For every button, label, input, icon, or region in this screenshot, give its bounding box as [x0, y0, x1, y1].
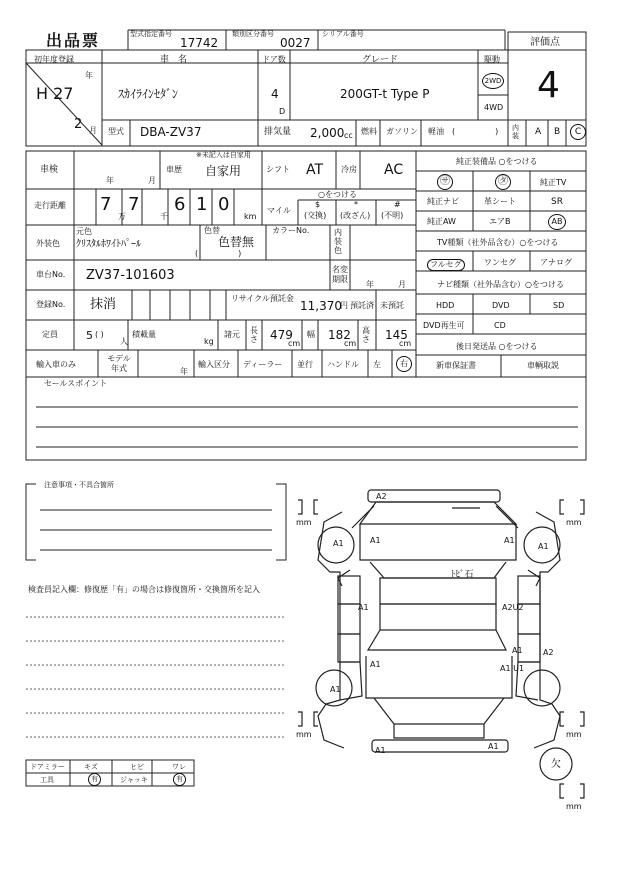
inspector-label: 検査員記入欄：修復歴「有」の場合は修復箇所・交換箇所を記入	[28, 585, 260, 594]
first-reg-month: 2	[74, 117, 83, 132]
interior-b: B	[554, 127, 561, 137]
history-label: 車歴	[166, 165, 182, 174]
crack-label: ヒビ	[130, 763, 144, 771]
first-reg-era: H 27	[36, 84, 74, 103]
airbag: エアB	[489, 217, 511, 226]
import-label: 輸入車のみ	[36, 360, 76, 369]
score-value: 4	[537, 65, 560, 106]
car-name: ｽｶｲﾗｲﾝｾﾀﾞﾝ	[118, 87, 179, 101]
interior-a: A	[535, 127, 542, 137]
height-unit: cm	[399, 339, 412, 348]
width-label: 幅	[307, 330, 315, 339]
recycle-deposited: 預託済	[350, 301, 374, 310]
damage-rear-right: A1	[488, 742, 499, 751]
mile-star-sub: (改ざん)	[340, 211, 371, 220]
mile-star: *	[354, 200, 358, 209]
repaint-label: 色替	[204, 226, 220, 235]
history-note: ※未記入は自家用	[196, 151, 251, 159]
car-body-diagram	[298, 490, 584, 798]
kg-unit: kg	[204, 337, 214, 346]
category-no: 0027	[280, 36, 311, 50]
serial-label: シリアル番号	[322, 30, 364, 38]
navi-dvd: DVD	[492, 301, 510, 310]
recycle-amount: 11,370	[300, 299, 342, 313]
damage-rr-wheel: A1	[512, 646, 523, 655]
ac: AC	[384, 162, 404, 178]
mileage-digit-2: 7	[128, 194, 140, 215]
name-change-label: 名変期限	[332, 265, 348, 284]
door-count: 4	[271, 87, 279, 101]
category-no-label: 類別区分番号	[232, 30, 274, 38]
fuel-diesel: 軽油	[428, 127, 444, 136]
score-box	[508, 32, 586, 146]
manual: 車輌取説	[527, 361, 559, 370]
cc-unit: cc	[344, 131, 353, 140]
mile-hash: #	[394, 200, 401, 209]
damage-fr-wheel: A1	[538, 542, 549, 551]
man-unit: 万	[118, 212, 126, 221]
import-class-label: 輸入区分	[198, 360, 230, 369]
repaint: 色替無	[218, 235, 255, 249]
damage-fl-wheel: A1	[333, 539, 344, 548]
handle-right: 右	[396, 356, 412, 372]
navi-sd: SD	[553, 301, 565, 310]
tire-unit-fr: mm	[566, 518, 582, 527]
year-unit: 年	[85, 71, 93, 80]
score-label: 評価点	[530, 37, 560, 48]
break-label: ワレ	[172, 763, 186, 771]
genuine-tv: 純正TV	[540, 178, 567, 187]
mileage-digit-4: 1	[196, 194, 208, 215]
navi-hdd: HDD	[436, 301, 455, 310]
name-change-year: 年	[366, 280, 374, 289]
displacement-label: 排気量	[264, 127, 292, 137]
mile-label: マイル	[267, 206, 291, 215]
new-warranty: 新車保証書	[436, 361, 476, 370]
registration-label: 登録No.	[36, 300, 66, 309]
tire-unit-rr: mm	[566, 730, 582, 739]
later-header: 後日発送品 ○をつける	[456, 342, 538, 351]
handle-left: 左	[373, 360, 381, 369]
damage-front: A2	[376, 492, 387, 501]
history: 自家用	[205, 164, 242, 178]
length-unit: cm	[288, 339, 301, 348]
tire-unit-rl: mm	[296, 730, 312, 739]
dvd-player: DVD再生可	[423, 321, 465, 330]
mileage-label: 走行距離	[34, 201, 66, 210]
drive-2wd: 2WD	[482, 73, 504, 89]
height: 145	[385, 328, 408, 342]
first-reg-label: 初年度登録	[34, 55, 74, 64]
jack-label: ジャッキ	[120, 776, 148, 784]
mile-hash-sub: (不明)	[381, 211, 404, 220]
color-label: 外装色	[36, 239, 60, 248]
door-suffix: D	[279, 107, 286, 116]
shift: AT	[306, 162, 324, 178]
person-unit: 人	[120, 337, 128, 346]
inspection-label: 車検	[40, 165, 59, 175]
door-mirror-label: ドアミラー	[30, 763, 65, 771]
caution-label: 注意事項・不具合箇所	[44, 481, 114, 489]
model: DBA-ZV37	[140, 125, 202, 139]
car-name-label: 車 名	[160, 55, 188, 65]
inspection-year-unit: 年	[106, 176, 114, 185]
scratch-label: キズ	[84, 763, 98, 771]
vehicle-block-border	[26, 50, 586, 146]
import-parallel: 並行	[297, 360, 313, 369]
length: 479	[270, 328, 293, 342]
damage-right-door: A2U2	[502, 603, 524, 612]
fuel-label: 燃料	[361, 127, 377, 136]
capacity: 5	[86, 329, 93, 342]
equip-header: 純正装備品 ○をつける	[456, 157, 538, 166]
load-label: 積載量	[132, 330, 156, 339]
grade-label: グレード	[362, 55, 399, 65]
damage-rl-wheel: A1	[330, 685, 341, 694]
tools-label: 工具	[40, 776, 54, 784]
dims-label: 諸元	[224, 330, 240, 339]
tv-header: TV種類（社外品含む）○をつける	[437, 238, 559, 247]
registration: 抹消	[90, 297, 117, 312]
m-option: ㋟	[495, 174, 511, 190]
damage-spare: 欠	[551, 759, 561, 770]
damage-left-rear-fender: A1	[370, 660, 381, 669]
chassis-no: ZV37-101603	[86, 268, 175, 283]
orig-color-label: 元色	[76, 227, 92, 236]
abs-option: AB	[548, 214, 566, 230]
exterior-color: ｸﾘｽﾀﾙﾎﾜｲﾄﾊﾟｰﾙ	[76, 239, 141, 250]
width: 182	[328, 328, 351, 342]
mileage-digit-1: 7	[100, 194, 112, 215]
mileage-circle-note: ○をつける	[318, 190, 357, 199]
sales-point-label: セールスポイント	[44, 379, 108, 388]
leather-seat: 革シート	[484, 197, 516, 206]
height-label: 高さ	[362, 326, 370, 344]
mile-dollar: $	[315, 200, 321, 209]
repaint-paren: ( )	[195, 249, 242, 258]
damage-left-door: A1	[358, 603, 369, 612]
interior-color-label: 内装色	[334, 228, 342, 255]
cd-player: CD	[494, 321, 506, 330]
color-no-label: カラーNo.	[272, 226, 310, 235]
recycle-unit: 円	[340, 301, 348, 310]
damage-windshield: ﾄﾋﾞ石	[451, 570, 474, 580]
type-no: 17742	[180, 36, 219, 50]
damage-right-pillar: A2	[543, 648, 554, 657]
genuine-aw: 純正AW	[427, 217, 456, 226]
tv-fullseg: フルセグ	[427, 259, 465, 271]
recycle-not-deposited: 未預託	[380, 301, 404, 310]
tv-analog: アナログ	[540, 258, 572, 267]
model-label: 型式	[108, 127, 124, 136]
damage-rear-left: A1	[375, 746, 386, 755]
damage-fl-fender: A1	[370, 536, 381, 545]
mileage-digit-3: 6	[174, 194, 186, 215]
handle-label: ハンドル	[327, 360, 359, 369]
chassis-label: 車台No.	[36, 270, 66, 279]
genuine-navi: 純正ナビ	[427, 197, 459, 206]
month-unit: 月	[89, 126, 97, 135]
capacity-paren: ( )	[95, 330, 104, 339]
tv-oneseg: ワンセグ	[484, 258, 516, 267]
capacity-label: 定員	[42, 330, 58, 339]
form-title: 出品票	[46, 31, 101, 50]
displacement: 2,000	[310, 126, 345, 140]
jack-value: 有	[173, 773, 186, 786]
tire-unit-fl: mm	[296, 518, 312, 527]
drive-4wd: 4WD	[484, 103, 504, 112]
interior-c: C	[570, 124, 586, 140]
width-unit: cm	[344, 339, 357, 348]
length-label: 長さ	[250, 326, 258, 344]
tire-unit-spare: mm	[566, 802, 582, 811]
sunroof-sr: SR	[551, 197, 563, 207]
interior-label: 内装	[512, 124, 519, 140]
sen-unit: 千	[160, 212, 168, 221]
mile-dollar-sub: (交換)	[304, 211, 327, 220]
shift-label: シフト	[266, 165, 290, 174]
km-unit: km	[244, 212, 257, 221]
ac-label: 冷房	[341, 165, 357, 174]
name-change-month: 月	[398, 280, 406, 289]
door-label: ドア数	[262, 55, 286, 64]
navi-header: ナビ種類（社外品含む）○をつける	[437, 280, 564, 289]
damage-right-rear-fender: A1 U1	[500, 664, 525, 673]
tools-value: 有	[88, 773, 101, 786]
fuel-other: ( )	[452, 127, 499, 136]
grade: 200GT-t Type P	[340, 87, 430, 101]
inspection-month-unit: 月	[148, 176, 156, 185]
recycle-label-1: リサイクル預託金	[231, 294, 294, 303]
model-year-unit: 年	[180, 367, 188, 376]
type-no-label: 型式指定番号	[130, 30, 172, 38]
import-dealer: ディーラー	[243, 360, 283, 369]
model-year-label: モデル年式	[107, 354, 131, 373]
drive-label: 駆動	[484, 55, 500, 64]
mileage-digit-5: 0	[218, 194, 230, 215]
sunroof-option: ㋚	[437, 174, 453, 190]
fuel-gasoline: ガソリン	[386, 127, 418, 136]
damage-fr-fender: A1	[504, 536, 515, 545]
